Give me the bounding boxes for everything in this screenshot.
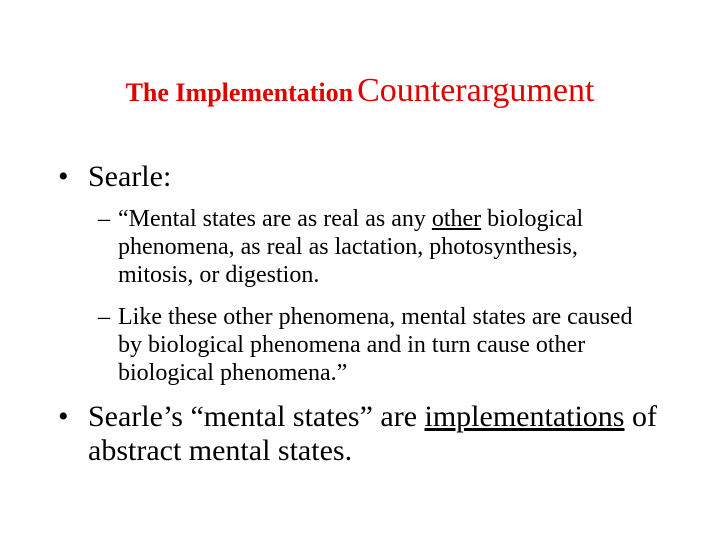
bullet-text-before: Searle’s “mental states” are	[88, 400, 418, 433]
bullet-label: Searle:	[88, 160, 172, 193]
sub-bullet-text	[118, 205, 658, 289]
title-part-2: Counterargument	[357, 72, 595, 109]
sub-bullet-mental-states-real	[98, 205, 658, 289]
bullet-text-after: of abstract mental states.	[88, 400, 657, 467]
sub-bullet-text-after: biological phenomena, as real as lactation, photosynthesis, mitosis, or digestion.	[118, 206, 584, 288]
bullet-implementations	[58, 400, 658, 468]
bullet-marker: •	[58, 160, 69, 193]
sub-bullet-marker: –	[98, 206, 110, 232]
slide-title	[0, 72, 720, 109]
sub-bullet-text: Like these other phenomena, mental states are caused by biological phenomena and in turn cause other biological phenomena.”	[118, 304, 633, 386]
bullet-underlined-word: implementations	[424, 400, 625, 433]
bullet-marker: •	[58, 400, 69, 433]
title-part-1: The Implementation	[125, 78, 354, 107]
sub-bullet-underlined-word: other	[431, 206, 482, 232]
sub-bullet-text-before: “Mental states are as real as any	[118, 206, 426, 232]
bullet-searle	[58, 160, 171, 194]
sub-bullet-marker: –	[98, 304, 110, 330]
sub-bullet-like-other-phenomena	[98, 303, 658, 387]
bullet-text	[88, 400, 658, 468]
